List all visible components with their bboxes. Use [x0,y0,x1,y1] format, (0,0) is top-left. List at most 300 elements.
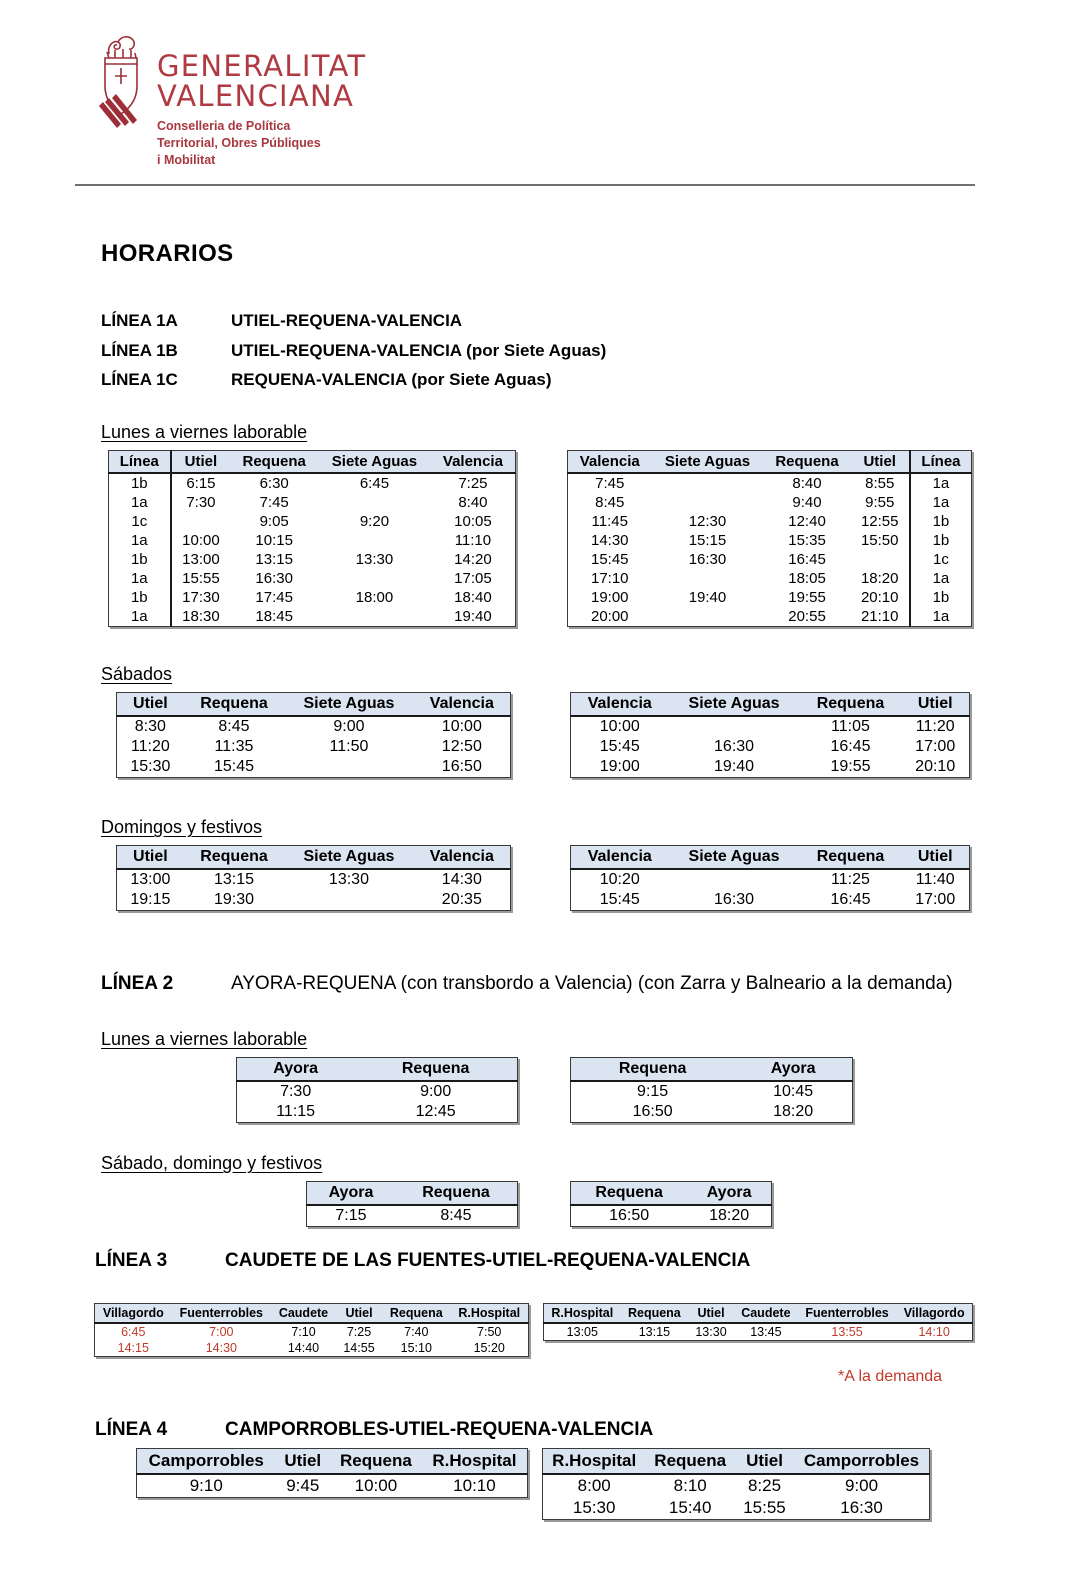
brand-line-1: GENERALITAT [157,49,367,83]
schedule-cell: 7:45 [595,475,625,492]
schedule-cell: 14:10 [918,1325,950,1339]
column-header: Utiel [735,1449,794,1475]
schedule-cell: 1a [910,569,972,588]
schedule-cell: 9:20 [359,513,390,530]
schedule-cell: 17:00 [915,891,956,908]
schedule-cell: 7:25 [458,475,488,492]
column-header: Línea [109,451,171,474]
schedule-cell: 7:50 [477,1325,502,1339]
table-line2-weekend-return [570,1181,772,1227]
schedule-cell: 1b [109,473,171,493]
schedule-cell: 17:05 [454,570,492,587]
column-header: Valencia [414,846,511,870]
column-header: Requena [621,1304,689,1324]
schedule-cell: 15:45 [213,758,254,775]
schedule-cell [652,493,764,512]
linea-3-label: LÍNEA 3 [95,1250,168,1271]
schedule-cell: 1a [910,473,972,493]
schedule-cell: 1a [109,607,171,627]
table-row [109,550,516,569]
schedule-cell: 20:55 [788,608,826,625]
table-sunday-return [570,845,970,911]
table-row [307,1205,518,1227]
schedule-cell: 18:30 [182,608,220,625]
column-header: Fuenterrobles [798,1304,896,1324]
schedule-cell: 11:20 [130,738,170,755]
column-header: Utiel [117,693,184,717]
schedule-cell: 14:40 [287,1341,320,1355]
schedule-cell: 9:55 [865,494,895,511]
table-row [109,473,516,493]
schedule-cell: 14:20 [454,551,492,568]
linea-2-label: LÍNEA 2 [101,973,174,994]
linea-1c-row [101,370,552,390]
schedule-cell: 17:00 [915,738,956,755]
column-header: Línea [910,451,972,474]
schedule-cell: 1c [910,550,972,569]
table-header-row [544,1304,973,1324]
schedule-cell: 11:10 [454,532,492,549]
schedule-cell: 1b [109,550,171,569]
schedule-cell: 11:50 [329,738,369,755]
schedule-cell: 10:45 [773,1083,814,1100]
table-row [109,569,516,588]
linea-2-heading [101,973,953,995]
table-row [571,737,970,757]
schedule-cell: 16:30 [714,738,755,755]
linea-4-label: LÍNEA 4 [95,1419,168,1440]
table-row [543,1497,930,1520]
column-header: Siete Aguas [284,846,413,870]
schedule-cell [284,890,413,911]
schedule-cell [318,569,431,588]
table-row [109,588,516,607]
schedule-cell: 13:00 [182,551,220,568]
schedule-cell: 14:55 [343,1341,375,1355]
column-header: Ayora [307,1182,395,1206]
column-header: Siete Aguas [652,451,764,474]
schedule-cell: 9:45 [286,1476,320,1495]
table-header-row [307,1182,518,1206]
linea-4-desc: CAMPORROBLES-UTIEL-REQUENA-VALENCIA [225,1419,654,1440]
schedule-cell: 7:10 [291,1325,316,1339]
schedule-cell: 12:55 [860,513,899,530]
schedule-cell: 9:05 [259,513,289,530]
column-header: Ayora [734,1058,852,1082]
schedule-cell: 16:45 [830,738,871,755]
table-header-row [571,1058,853,1082]
linea-1a-desc: UTIEL-REQUENA-VALENCIA [231,311,463,330]
schedule-cell: 7:25 [346,1325,372,1339]
schedule-cell [171,512,231,531]
schedule-cell: 19:30 [213,891,254,908]
table-line3-return [543,1303,973,1341]
schedule-cell: 21:10 [860,608,899,625]
schedule-cell: 19:55 [830,758,871,775]
schedule-cell: 9:10 [189,1476,223,1495]
schedule-cell: 19:15 [130,891,171,908]
table-row [568,569,972,588]
schedule-cell: 15:10 [400,1341,432,1355]
document-header [95,28,366,168]
linea-1b-desc: UTIEL-REQUENA-VALENCIA (por Siete Aguas) [231,341,607,360]
column-header: Requena [184,846,285,870]
schedule-cell: 7:45 [259,494,289,511]
schedule-cell: 7:30 [186,494,216,511]
schedule-cell [851,550,910,569]
schedule-cell: 12:45 [415,1103,456,1120]
schedule-cell: 7:40 [404,1325,429,1339]
column-header: Requena [354,1058,517,1082]
schedule-cell [669,716,800,737]
column-header: R.Hospital [543,1449,646,1475]
schedule-cell: 1c [109,512,171,531]
schedule-cell: 1a [109,531,171,550]
section-weekday-title: Lunes a viernes laborable [101,422,308,442]
table-line4-outbound [136,1448,528,1498]
table-row [571,890,970,911]
column-header: Requena [230,451,318,474]
schedule-cell [652,569,764,588]
schedule-cell: 16:30 [255,570,293,587]
table-row [571,757,970,778]
column-header: Valencia [571,846,669,870]
column-header: Villagordo [896,1304,972,1324]
column-header: Utiel [688,1304,734,1324]
schedule-cell: 17:10 [590,570,629,587]
schedule-cell: 6:30 [259,475,289,492]
linea-4-heading [95,1419,653,1441]
schedule-cell: 18:20 [860,570,899,587]
schedule-cell: 18:00 [355,589,394,606]
brand-subtitle-line-3: i Mobilitat [157,152,216,167]
schedule-cell: 13:30 [328,871,369,888]
table-line4-return [542,1448,930,1520]
schedule-cell: 6:45 [121,1325,146,1339]
linea-1c-desc: REQUENA-VALENCIA (por Siete Aguas) [231,370,552,389]
column-header: Camporrobles [794,1449,929,1475]
table-row [109,493,516,512]
schedule-cell: 8:45 [440,1207,472,1224]
schedule-cell: 9:00 [844,1476,879,1495]
table-line2-weekday-return [570,1057,853,1123]
table-row [544,1323,973,1341]
column-header: Ayora [687,1182,771,1206]
schedule-cell: 16:30 [840,1498,883,1517]
table-weekday-return [567,450,972,627]
column-header: Siete Aguas [284,693,413,717]
brand-subtitle-line-2: Territorial, Obres Públiques [157,135,321,150]
schedule-cell: 1b [910,512,972,531]
linea-1a-row [101,311,462,331]
section-saturday-title: Sábados [101,664,173,684]
schedule-cell: 10:05 [454,513,492,530]
schedule-cell: 19:00 [599,758,640,775]
schedule-cell: 19:55 [788,589,826,606]
table-row [95,1340,529,1357]
schedule-cell: 15:45 [599,891,640,908]
schedule-cell: 9:00 [333,718,365,735]
schedule-cell: 15:55 [743,1498,786,1517]
schedule-cell: 9:40 [792,494,822,511]
schedule-cell: 10:10 [453,1476,496,1495]
schedule-cell: 8:40 [458,494,488,511]
schedule-cell: 16:50 [632,1103,673,1120]
schedule-cell: 12:50 [441,738,482,755]
table-header-row [571,846,970,870]
schedule-cell: 8:10 [673,1476,707,1495]
schedule-cell: 9:00 [420,1083,452,1100]
schedule-cell: 13:45 [750,1325,782,1339]
linea-2-desc: AYORA-REQUENA (con transbordo a Valencia) (con Zarra y Balneario a la demanda) [231,973,953,994]
table-row [109,607,516,627]
table-header-row [237,1058,518,1082]
schedule-cell: 18:45 [255,608,293,625]
schedule-cell: 13:00 [130,871,171,888]
schedule-cell: 7:00 [209,1325,234,1339]
schedule-cell: 14:30 [205,1341,237,1355]
table-header-row [543,1449,930,1475]
schedule-cell: 18:05 [788,570,826,587]
table-row [117,737,511,757]
schedule-cell: 12:40 [788,513,826,530]
schedule-cell: 16:45 [788,551,826,568]
schedule-cell: 10:00 [599,718,640,735]
column-header: Valencia [571,693,669,717]
table-line2-weekday-outbound [236,1057,518,1123]
column-header: Caudete [734,1304,798,1324]
schedule-cell: 6:15 [186,475,216,492]
table-header-row [571,693,970,717]
linea-1b-row [101,341,606,361]
schedule-cell: 17:30 [182,589,220,606]
schedule-cell: 10:00 [182,532,220,549]
schedule-cell: 11:40 [915,871,955,888]
valencian-coat-of-arms-icon [95,28,147,146]
table-weekday-outbound [108,450,516,627]
schedule-cell: 15:15 [688,532,727,549]
schedule-cell: 14:30 [590,532,629,549]
table-header-row [117,846,511,870]
schedule-cell: 19:00 [590,589,629,606]
table-header-row [568,451,972,474]
table-sunday-outbound [116,845,511,911]
table-row [571,1102,853,1123]
table-row [95,1323,529,1340]
schedule-cell: 11:45 [591,513,628,530]
linea-3-heading [95,1250,750,1272]
schedule-cell: 8:40 [792,475,822,492]
column-header: Requena [330,1449,422,1475]
schedule-cell: 8:25 [747,1476,782,1495]
schedule-cell: 20:10 [860,589,899,606]
section-l2-weekday-title: Lunes a viernes laborable [101,1029,308,1049]
schedule-cell: 8:00 [577,1476,611,1495]
schedule-cell [669,869,800,890]
schedule-cell: 13:15 [638,1325,671,1339]
table-row [571,1081,853,1102]
table-header-row [571,1182,772,1206]
column-header: Ayora [237,1058,355,1082]
column-header: Utiel [336,1304,382,1324]
table-row [571,716,970,737]
table-row [137,1474,528,1498]
schedule-cell: 11:15 [276,1103,316,1120]
column-header: Utiel [901,693,969,717]
page-title: HORARIOS [101,240,234,267]
column-header: Utiel [117,846,184,870]
schedule-cell: 20:10 [915,758,956,775]
schedule-cell [318,493,431,512]
schedule-cell: 19:40 [454,608,492,625]
column-header: Requena [395,1182,518,1206]
schedule-cell: 1a [109,493,171,512]
table-line2-weekend-outbound [306,1181,518,1227]
schedule-cell: 1a [910,607,972,627]
schedule-cell: 15:35 [788,532,826,549]
table-row [117,869,511,890]
column-header: Requena [763,451,850,474]
column-header: Utiel [171,451,231,474]
schedule-cell: 11:05 [831,718,870,735]
table-row [571,869,970,890]
table-saturday-outbound [116,692,511,778]
schedule-cell: 14:15 [117,1341,149,1355]
column-header: Requena [571,1058,735,1082]
column-header: Caudete [271,1304,336,1324]
schedule-cell: 15:20 [473,1341,505,1355]
column-header: Utiel [901,846,969,870]
column-header: Siete Aguas [669,846,800,870]
column-header: R.Hospital [544,1304,621,1324]
schedule-cell: 7:15 [335,1207,367,1224]
a-la-demanda-note: *A la demanda [838,1368,943,1385]
schedule-cell: 20:00 [590,608,629,625]
schedule-cell [652,473,764,493]
schedule-cell: 15:40 [668,1498,712,1517]
table-row [117,890,511,911]
brand-line-2: VALENCIANA [157,78,355,113]
section-l2-weekend-title: Sábado, domingo y festivos [101,1153,323,1173]
linea-1b-label: LÍNEA 1B [101,341,178,360]
table-line3-outbound [94,1303,529,1357]
column-header: Requena [382,1304,450,1324]
table-saturday-return [570,692,970,778]
schedule-cell: 15:50 [860,532,899,549]
schedule-cell: 17:45 [255,589,293,606]
header-divider [75,184,975,186]
schedule-cell: 15:45 [599,738,640,755]
column-header: Requena [184,693,285,717]
schedule-cell: 1b [910,588,972,607]
table-header-row [95,1304,529,1324]
column-header: Utiel [276,1449,330,1475]
schedule-cell: 19:40 [714,758,755,775]
schedule-cell: 8:55 [865,475,895,492]
schedule-cell: 11:35 [214,738,254,755]
column-header: Requena [571,1182,688,1206]
column-header: R.Hospital [422,1449,528,1475]
table-header-row [137,1449,528,1475]
schedule-cell: 13:55 [831,1325,863,1339]
schedule-cell: 18:20 [773,1103,814,1120]
schedule-cell [652,607,764,627]
brand-text-block [157,28,366,168]
column-header: Requena [800,846,902,870]
schedule-cell: 12:30 [688,513,727,530]
brand-subtitle [157,118,366,168]
table-row [568,607,972,627]
schedule-cell: 10:20 [599,871,640,888]
table-row [117,757,511,778]
schedule-cell: 15:45 [590,551,629,568]
table-header-row [109,451,516,474]
brand-subtitle-line-1: Conselleria de Política [157,119,291,134]
table-row [568,588,972,607]
schedule-cell: 11:20 [915,718,955,735]
column-header: Valencia [431,451,516,474]
linea-1a-label: LÍNEA 1A [101,311,178,330]
schedule-cell: 10:00 [441,718,482,735]
column-header: Villagordo [95,1304,172,1324]
table-row [117,716,511,737]
schedule-cell: 8:45 [595,494,625,511]
linea-3-desc: CAUDETE DE LAS FUENTES-UTIEL-REQUENA-VALENCIA [225,1250,751,1271]
schedule-cell: 10:00 [354,1476,398,1495]
schedule-cell: 20:35 [441,891,482,908]
column-header: Valencia [568,451,652,474]
schedule-cell: 13:15 [213,871,254,888]
schedule-cell: 13:05 [566,1325,598,1339]
schedule-cell: 11:25 [831,871,870,888]
schedule-cell: 1b [910,531,972,550]
schedule-cell: 15:30 [130,758,171,775]
schedule-cell: 6:45 [359,475,390,492]
schedule-cell: 9:15 [637,1083,669,1100]
schedule-cell: 16:50 [441,758,482,775]
schedule-cell: 1a [910,493,972,512]
table-row [109,531,516,550]
table-row [568,493,972,512]
schedule-cell: 16:50 [609,1207,650,1224]
schedule-cell: 8:45 [218,718,250,735]
schedule-cell: 14:30 [441,871,482,888]
table-row [237,1102,518,1123]
schedule-cell: 8:30 [134,718,166,735]
table-row [543,1474,930,1497]
schedule-cell: 18:20 [709,1207,750,1224]
schedule-cell [318,607,431,627]
schedule-cell [318,531,431,550]
table-row [568,531,972,550]
schedule-cell: 13:30 [695,1325,727,1339]
column-header: Siete Aguas [318,451,431,474]
schedule-cell: 15:30 [572,1498,616,1517]
linea-1c-label: LÍNEA 1C [101,370,178,389]
column-header: Camporrobles [137,1449,276,1475]
column-header: Utiel [851,451,910,474]
table-row [237,1081,518,1102]
schedule-cell: 16:30 [688,551,727,568]
column-header: Siete Aguas [669,693,800,717]
table-row [109,512,516,531]
schedule-cell: 16:30 [714,891,755,908]
column-header: R.Hospital [450,1304,528,1324]
table-row [568,550,972,569]
schedule-cell: 1a [109,569,171,588]
schedule-cell: 18:40 [454,589,492,606]
schedule-cell: 15:55 [182,570,220,587]
